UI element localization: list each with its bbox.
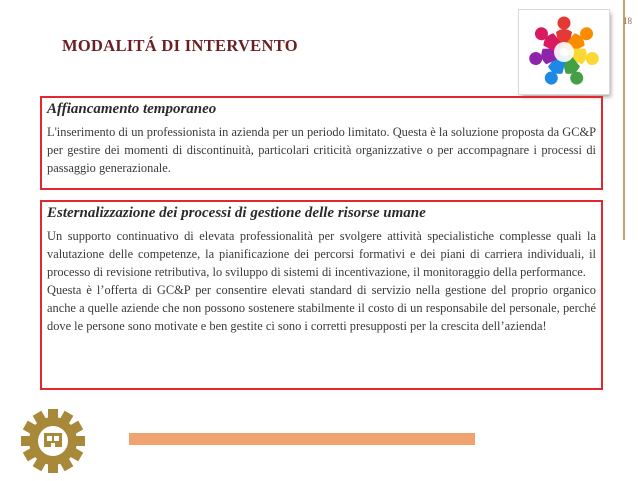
decorative-right-rule: [623, 0, 625, 240]
section-paragraph: Questa è l’offerta di GC&P per consentire elevati standard di servizio nella gestione del proprio organico anche a quelle aziende che non possono sostenere stabilmente il costo di un responsabile del personale, perché dove le persone sono motivate e ben gestite ci sono i corretti presupposti per la crescita dell’azienda!: [47, 283, 596, 333]
team-people-circle-icon: [519, 10, 609, 94]
footer-accent-bar: [129, 433, 475, 445]
section-temporary-support: [40, 96, 603, 190]
section-heading: Affiancamento temporaneo: [47, 101, 217, 117]
section-paragraph: Un supporto continuativo di elevata professionalità per svolgere attività specialistiche complesse quali la valutazione delle competenze, la pianificazione dei percorsi formativi e dei piani di carriera individuali, il processo di revisione retributiva, lo sviluppo di sistemi di incentivazione, il monitoraggio della performance.: [47, 229, 596, 279]
gear-icon: [18, 406, 88, 476]
section-paragraph: L'inserimento di un professionista in azienda per un periodo limitato. Questa è la soluzione proposta da GC&P per gestire dei momenti di discontinuità, particolari criticità organizzative o per accompagnare i processi di passaggio generazionale.: [47, 125, 596, 175]
slide-title: MODALITÁ DI INTERVENTO: [62, 36, 298, 55]
slide-number: 18: [623, 16, 632, 26]
section-hr-outsourcing: [40, 200, 603, 390]
section-heading: Esternalizzazione dei processi di gestione delle risorse umane: [47, 205, 426, 221]
